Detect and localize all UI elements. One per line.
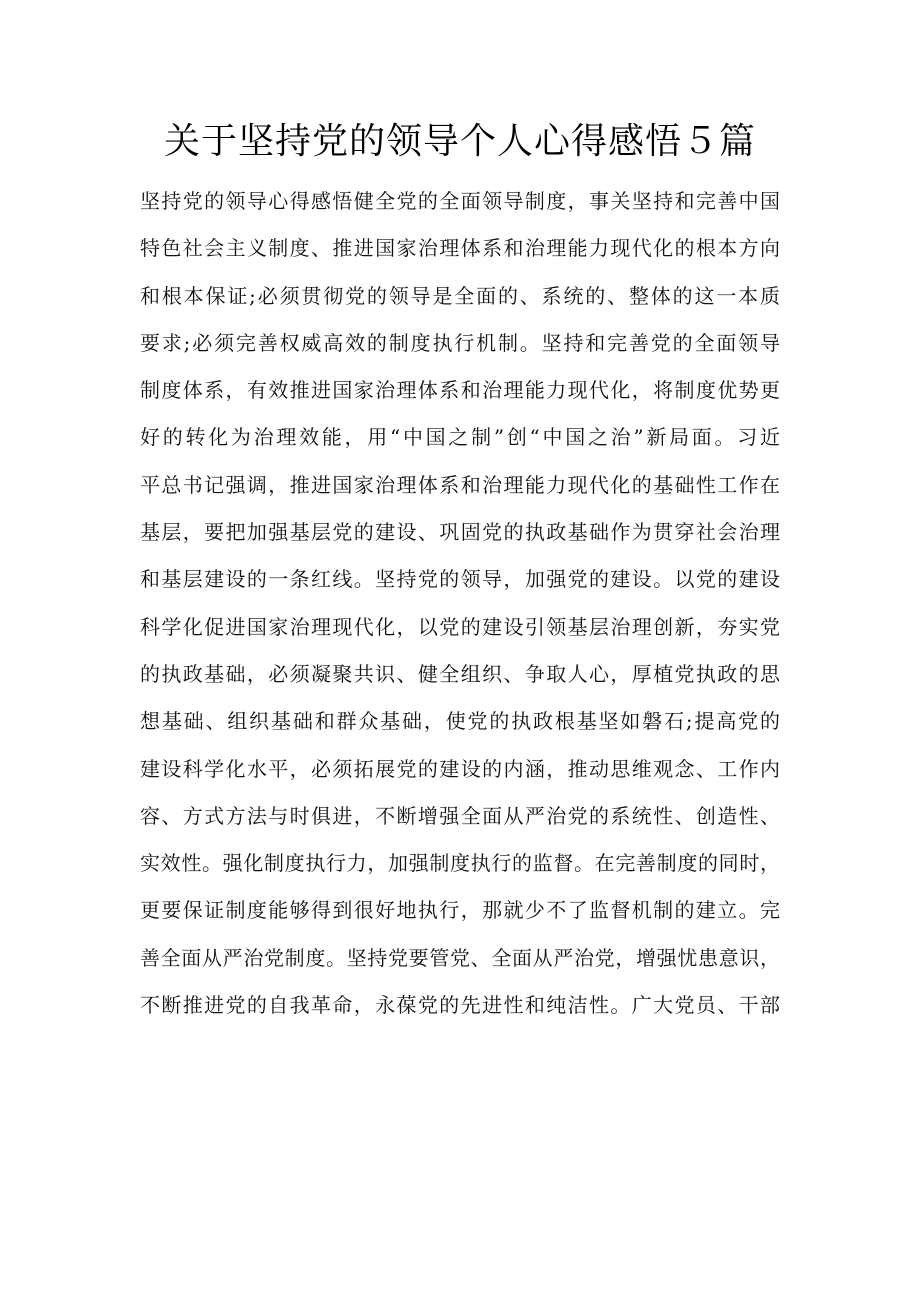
document-title: 关于坚持党的领导个人心得感悟５篇 <box>163 121 756 162</box>
body-line: 不断推进党的自我革命，永葆党的先进性和纯洁性。广大党员、干部 <box>140 993 780 1018</box>
body-line: 特色社会主义制度、推进国家治理体系和治理能力现代化的根本方向 <box>140 236 780 261</box>
document-body <box>140 178 780 1029</box>
body-line: 更要保证制度能够得到很好地执行，那就少不了监督机制的建立。完 <box>140 898 780 923</box>
body-line: 坚持党的领导心得感悟健全党的全面领导制度，事关坚持和完善中国 <box>140 189 780 213</box>
body-line: 和根本保证;必须贯彻党的领导是全面的、系统的、整体的这一本质 <box>140 283 780 308</box>
body-line: 要求;必须完善权威高效的制度执行机制。坚持和完善党的全面领导 <box>140 330 780 355</box>
body-line: 和基层建设的一条红线。坚持党的领导，加强党的建设。以党的建设 <box>140 567 780 592</box>
body-line: 好的转化为治理效能，用“中国之制”创“中国之治”新局面。习近 <box>140 425 780 450</box>
body-line: 科学化促进国家治理现代化，以党的建设引领基层治理创新，夯实党 <box>140 614 780 639</box>
body-line: 基层，要把加强基层党的建设、巩固党的执政基础作为贯穿社会治理 <box>140 520 780 545</box>
body-line: 的执政基础，必须凝聚共识、健全组织、争取人心，厚植党执政的思 <box>140 661 780 686</box>
body-line: 容、方式方法与时俱进，不断增强全面从严治党的系统性、创造性、 <box>140 803 780 828</box>
body-line: 平总书记强调，推进国家治理体系和治理能力现代化的基础性工作在 <box>140 472 780 497</box>
body-line: 实效性。强化制度执行力，加强制度执行的监督。在完善制度的同时， <box>140 851 780 876</box>
body-line: 制度体系，有效推进国家治理体系和治理能力现代化，将制度优势更 <box>140 378 780 403</box>
body-line: 善全面从严治党制度。坚持党要管党、全面从严治党，增强忧患意识， <box>140 945 780 970</box>
body-line: 建设科学化水平，必须拓展党的建设的内涵，推动思维观念、工作内 <box>140 756 780 781</box>
body-line: 想基础、组织基础和群众基础，使党的执政根基坚如磐石;提高党的 <box>140 709 780 734</box>
